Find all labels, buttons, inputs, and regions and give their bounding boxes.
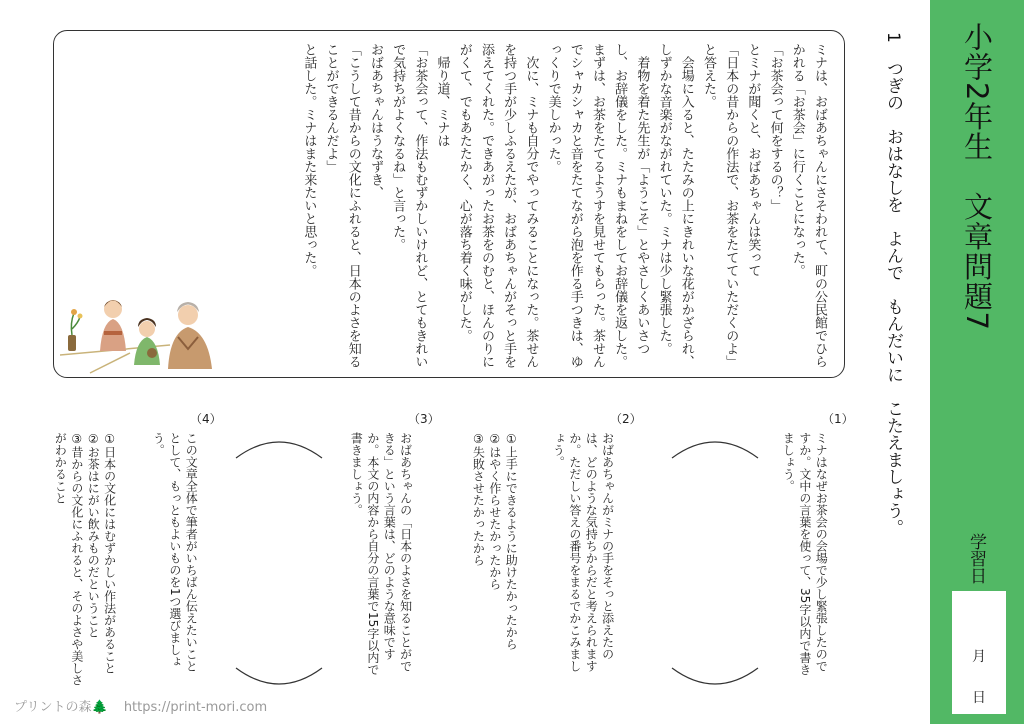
story-paragraph: 帰り道、ミナは: [434, 43, 450, 147]
story-box: [53, 30, 845, 378]
story-paragraph: ミナは、おばあちゃんにさそわれて、町の公民館でひらかれる「お茶会」に行くことになった。: [789, 43, 827, 368]
option-1[interactable]: ①上手にできるように助けたかったから: [504, 432, 519, 650]
story-text: [297, 43, 830, 368]
story-paragraph: まずは、お茶をたてるようすを見せてもらった。茶せんでシャカシャカと音をたてながら泡を作る手つきは、ゆっくりで美しかった。: [545, 43, 605, 368]
month-label: 月: [972, 649, 986, 665]
story-paragraph: と話した。ミナはまた来たいと思った。: [301, 43, 317, 277]
option-3[interactable]: ③失敗させたかったから: [471, 432, 486, 566]
story-paragraph: 「日本の昔からの作法で、お茶をたてていただくのよ」と答えた。: [700, 43, 739, 368]
footer: [14, 696, 267, 715]
question-2-text: おばあちゃんがミナの手をそっと添えたのは、どのような気持ちからだと考えられますか。ただしい答えの番号をまるでかこみましょう。: [551, 432, 615, 672]
answer-area-3[interactable]: [232, 436, 326, 690]
story-paragraph: 「お茶会って、作法もむずかしいけれど、とてもきれいで気持ちがよくなるね」と言った。: [390, 43, 428, 368]
site-url[interactable]: https://print-mori.com: [123, 700, 268, 715]
option-2[interactable]: ②はやく作らせたかったから: [487, 432, 502, 590]
question-4-options: [52, 432, 118, 687]
worksheet-title: 小学2年生 文章問題7: [960, 22, 994, 331]
option-2[interactable]: ②お茶はにがい飲みものだということ: [86, 432, 101, 638]
story-paragraph: 会場に入ると、たたみの上にきれいな花がかざられ、しずかな音楽がながれていた。ミナは少し緊張した。: [656, 43, 694, 368]
question-2-options: [470, 432, 519, 682]
instruction: 1 つぎの おはなしを よんで もんだいに こたえましょう。: [883, 32, 903, 536]
option-1[interactable]: ①日本の文化にはむずかしい作法があること: [102, 432, 117, 674]
question-1-text: ミナはなぜお茶会の会場で少し緊張したのですか。文中の言葉を使って、35字以内で書きましょう。: [781, 432, 829, 676]
option-3[interactable]: ③昔からの文化にふれると、そのよさや美しさがわかること: [53, 432, 84, 686]
day-label: 日: [972, 690, 986, 706]
story-paragraph: おばあちゃんはうなずき、: [367, 43, 383, 199]
story-paragraph: 次に、ミナも自分でやってみることになった。茶せんを持つ手が少しふるえたが、おばあちゃんがそっと手を添えてくれた。できあがったお茶をのむと、ほんのりにがくて、でもあたたかく、心が落ち着く味がした。: [456, 43, 539, 368]
story-paragraph: 着物を着た先生が「ようこそ」とやさしくあいさつし、お辞儀をした。ミナもまねをしてお辞儀を返した。: [612, 43, 650, 368]
answer-area-1[interactable]: [668, 436, 762, 690]
brand-name: プリントの森🌲: [14, 700, 108, 715]
study-date-label: 学習日: [966, 533, 986, 584]
question-3-number: （3）: [408, 412, 440, 426]
story-paragraph: 「こうして昔からの文化にふれると、日本のよさを知ることができるんだよ」: [323, 43, 361, 368]
question-3-text: おばあちゃんの「日本のよさを知ることができる」という言葉は、どのような意味ですか。本文の内容から自分の言葉で15字以内で書きましょう。: [349, 432, 413, 676]
question-4-text: この文章全体で筆者がいちばん伝えたいこととして、もっともよいものを1つ選びましょう。: [151, 432, 199, 672]
question-1-number: （1）: [822, 412, 854, 426]
question-2-number: （2）: [610, 412, 642, 426]
date-box: [952, 591, 1006, 714]
tea-ceremony-illustration: [60, 279, 250, 375]
story-paragraph: 「お茶会って何をするの？」: [767, 43, 783, 212]
story-paragraph: とミナが聞くと、おばあちゃんは笑って: [745, 43, 761, 277]
question-4-number: （4）: [190, 412, 222, 426]
